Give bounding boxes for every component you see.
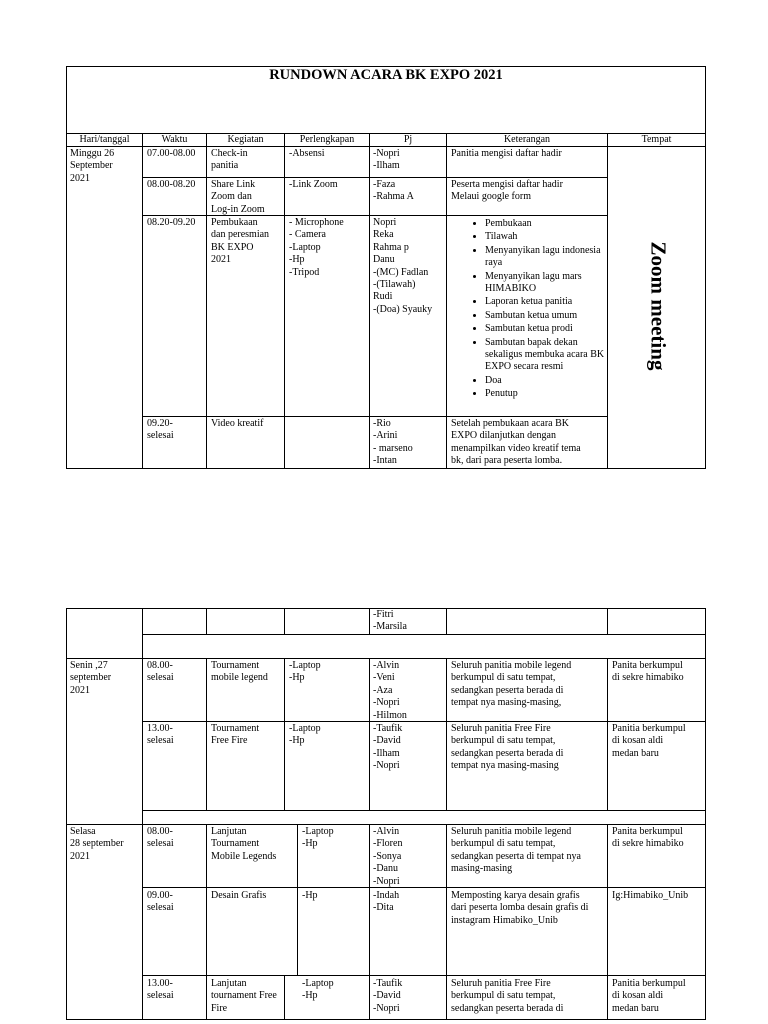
header-kegiatan: Kegiatan <box>227 134 264 145</box>
table-cell-equipment: - Microphone - Camera -Laptop -Hp -Tripod <box>289 217 344 278</box>
list-item: • Menyanyikan lagu mars HIMABIKO <box>485 270 607 296</box>
header-tempat: Tempat <box>641 134 672 145</box>
table-cell-note: Panitia mengisi daftar hadir <box>451 148 562 159</box>
day2-date: Senin ,27 september 2021 <box>70 660 112 696</box>
header-waktu: Waktu <box>161 134 188 145</box>
list-item: • Laporan ketua panitia <box>485 295 607 308</box>
table-cell-activity: Share Link Zoom dan Log-in Zoom <box>211 179 265 215</box>
table-cell-time: 09.00- selesai <box>147 890 174 914</box>
table-cell-time: 13.00- selesai <box>147 723 174 747</box>
table-cell-activity: Tournament mobile legend <box>211 660 268 684</box>
table-cell-time: 13.00- selesai <box>147 978 174 1002</box>
table-cell-pj: -Faza -Rahma A <box>373 179 414 203</box>
agenda-list <box>450 217 607 401</box>
table-cell-note: Setelah pembukaan acara BK EXPO dilanjutkan dengan menampilkan video kreatif tema bk, dari para peserta lomba. <box>451 418 581 467</box>
list-item: • Doa <box>485 374 607 387</box>
table-cell-time: 08.00-08.20 <box>147 179 196 190</box>
table-cell-pj: -Nopri -Ilham <box>373 148 400 172</box>
list-item: • Tilawah <box>485 230 607 243</box>
table-cell-activity: Video kreatif <box>211 418 264 429</box>
day1-date: Minggu 26 September 2021 <box>70 148 115 184</box>
table-cell-activity: Lanjutan tournament Free Fire <box>211 978 277 1014</box>
table-cell-note: Seluruh panitia mobile legend berkumpul di satu tempat, sedangkan peserta di tempat nya masing-masing <box>451 826 581 875</box>
table-cell-pj: -Alvin -Floren -Sonya -Danu -Nopri <box>373 826 403 887</box>
table-cell-pj: -Taufik -David -Ilham -Nopri <box>373 723 403 772</box>
table-cell-time: 09.20- selesai <box>147 418 174 442</box>
table-cell-pj: -Rio -Arini - marseno -Intan <box>373 418 413 467</box>
table-cell-note: Peserta mengisi daftar hadir Melaui google form <box>451 179 563 203</box>
list-item: • Penutup <box>485 387 607 400</box>
list-item: • Sambutan ketua prodi <box>485 322 607 335</box>
table-cell-pj: -Alvin -Veni -Aza -Nopri -Hilmon <box>373 660 407 721</box>
list-item: • Menyanyikan lagu indonesia raya <box>485 244 607 270</box>
table-cell-note: Seluruh panitia mobile legend berkumpul di satu tempat, sedangkan peserta berada di tempat nya masing-masing, <box>451 660 572 709</box>
table-cell-equipment: -Laptop -Hp <box>302 826 334 850</box>
table-cell-pj: -Fitri -Marsila <box>373 609 407 633</box>
table-cell-place: Panitia berkumpul di kosan aldi medan baru <box>612 723 686 759</box>
table-cell-place: Panita berkumpul di sekre himabiko <box>612 660 684 684</box>
table-cell-equipment: -Hp <box>302 890 318 901</box>
table-cell-note: Seluruh panitia Free Fire berkumpul di satu tempat, sedangkan peserta berada di <box>451 978 564 1014</box>
day3-date: Selasa 28 september 2021 <box>70 826 124 862</box>
table-cell-note: Seluruh panitia Free Fire berkumpul di satu tempat, sedangkan peserta berada di tempat nya masing-masing <box>451 723 564 772</box>
header-perlengkapan: Perlengkapan <box>299 134 355 145</box>
table-cell-place: Ig:Himabiko_Unib <box>612 890 689 901</box>
table-cell-note: Memposting karya desain grafis dari peserta lomba desain grafis di instagram Himabiko_Unib <box>451 890 589 926</box>
table-cell-time: 08.20-09.20 <box>147 217 196 228</box>
header-hari-tanggal: Hari/tanggal <box>79 134 130 145</box>
table-cell-equipment: -Laptop -Hp <box>302 978 334 1002</box>
table-cell-activity: Pembukaan dan peresmian BK EXPO 2021 <box>211 217 270 266</box>
table-cell-place: Panita berkumpul di sekre himabiko <box>612 826 684 850</box>
table-cell-activity: Check-in panitia <box>211 148 248 172</box>
table-cell-time: 08.00- selesai <box>147 826 174 850</box>
table-cell-equipment: -Laptop -Hp <box>289 660 321 684</box>
table-cell-activity: Tournament Free Fire <box>211 723 260 747</box>
table-cell-time: 07.00-08.00 <box>147 148 196 159</box>
table-cell-activity: Desain Grafis <box>211 890 267 901</box>
list-item: • Sambutan bapak dekan sekaligus membuka acara BK EXPO secara resmi <box>485 336 607 374</box>
table-cell-equipment: -Absensi <box>289 148 325 159</box>
table-cell-pj: -Indah -Dita <box>373 890 400 914</box>
table-cell-pj: -Taufik -David -Nopri <box>373 978 403 1014</box>
list-item: • Sambutan ketua umum <box>485 309 607 322</box>
page-title: RUNDOWN ACARA BK EXPO 2021 <box>269 67 503 83</box>
header-keterangan: Keterangan <box>503 134 551 145</box>
table-cell-time: 08.00- selesai <box>147 660 174 684</box>
table-cell-place: Panitia berkumpul di kosan aldi medan baru <box>612 978 686 1014</box>
table-cell-equipment: -Laptop -Hp <box>289 723 321 747</box>
day1-place: Zoom meeting <box>646 241 671 371</box>
table-cell-pj: Nopri Reka Rahma p Danu -(MC) Fadlan -(Tilawah) Rudi -(Doa) Syauky <box>373 217 433 315</box>
table-cell-activity: Lanjutan Tournament Mobile Legends <box>211 826 277 862</box>
header-pj: Pj <box>403 134 413 145</box>
list-item: • Pembukaan <box>485 217 607 230</box>
table-cell-equipment: -Link Zoom <box>289 179 338 190</box>
